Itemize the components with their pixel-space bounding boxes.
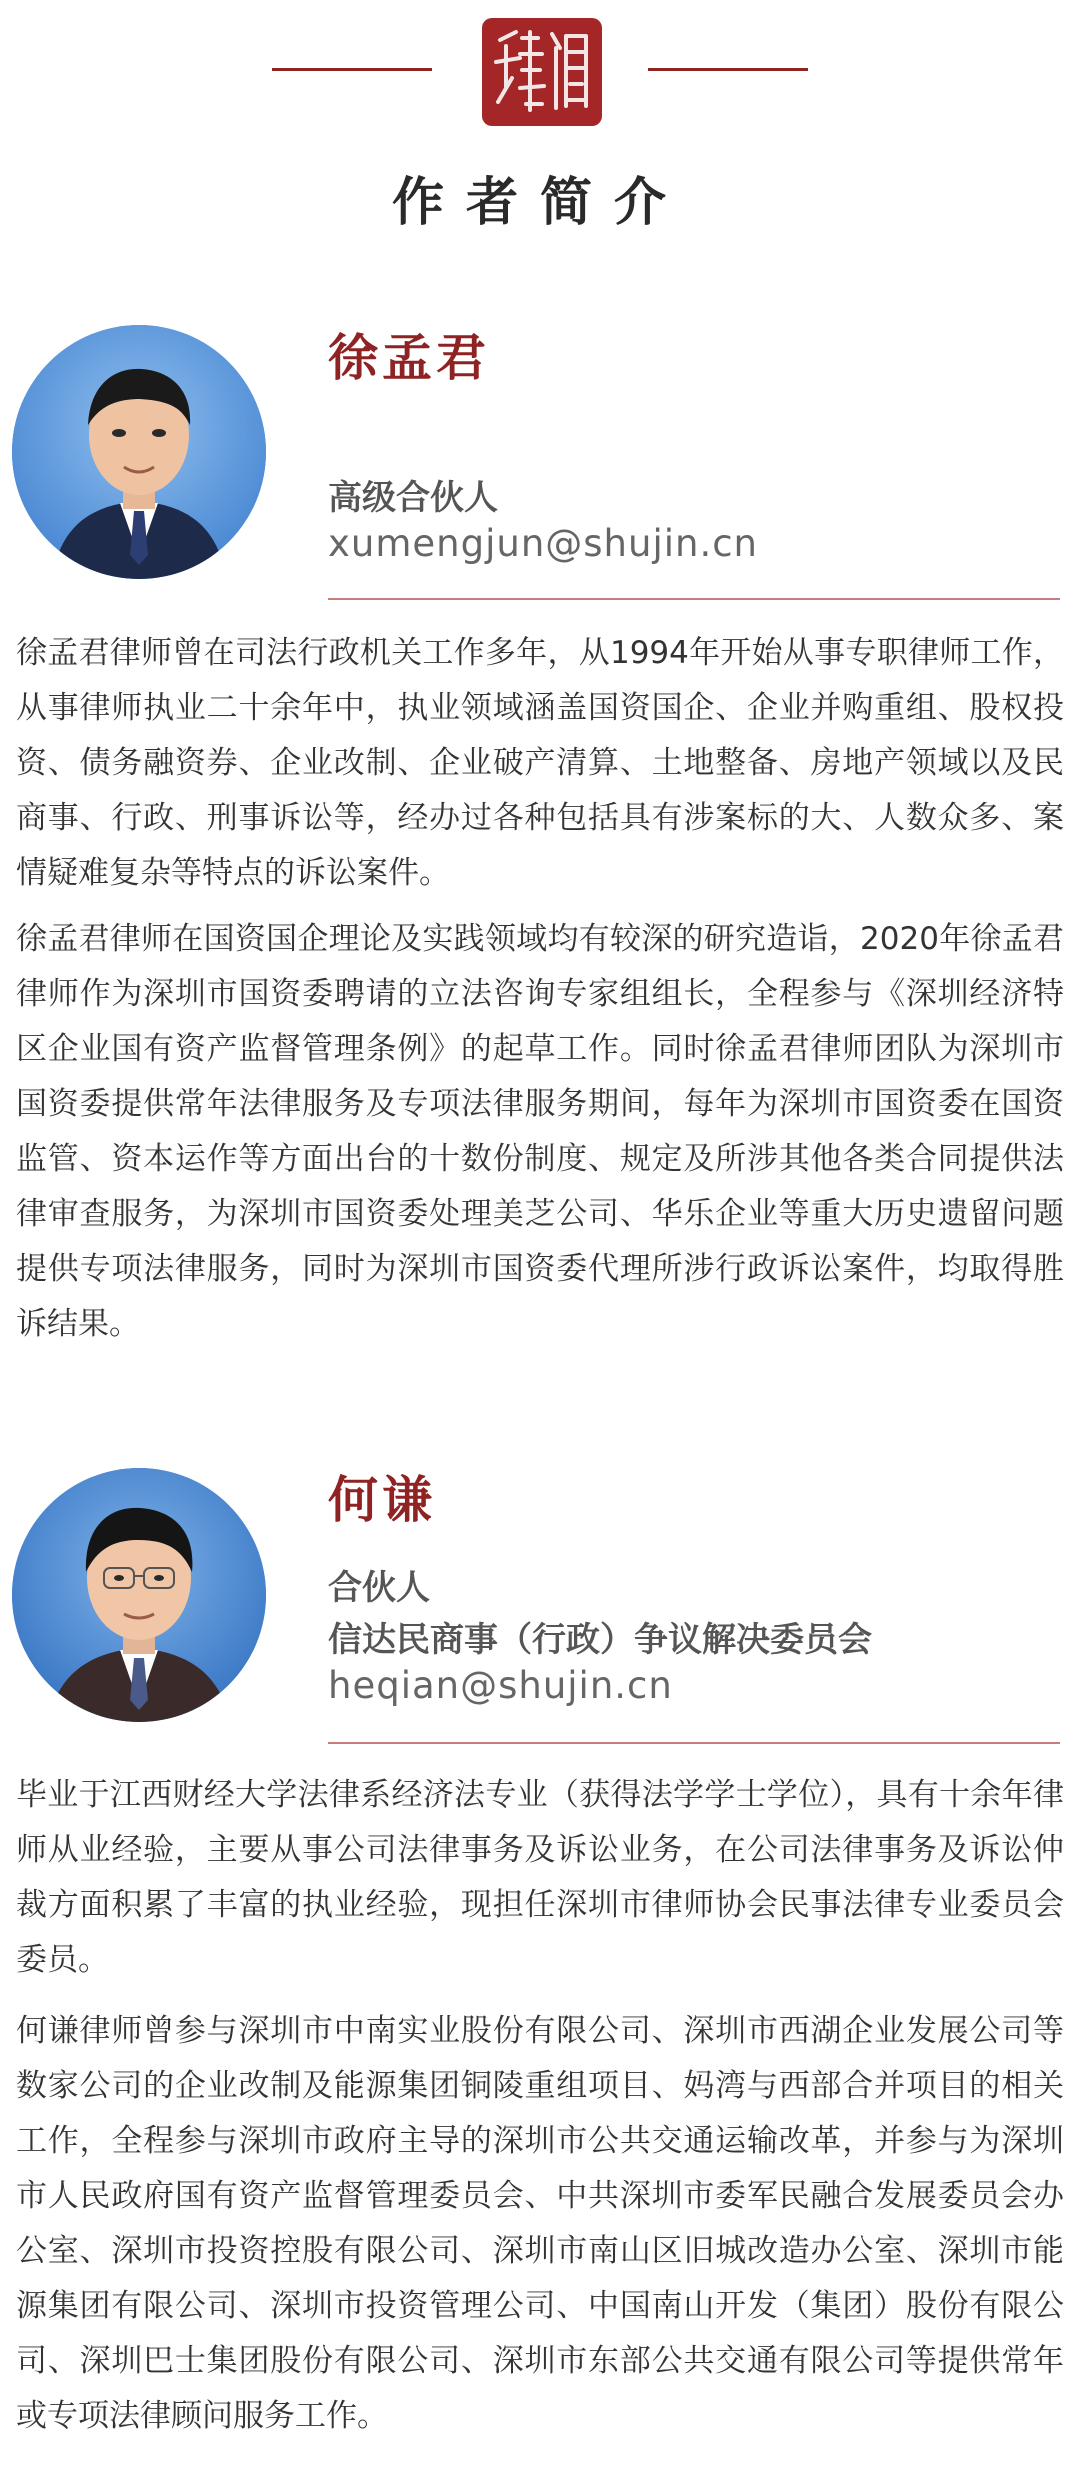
author-committee: 信达民商事（行政）争议解决委员会 (328, 1620, 872, 1660)
page-header (0, 0, 1080, 260)
header-rule-left (272, 68, 432, 71)
author-email[interactable]: heqian@shujin.cn (328, 1664, 673, 1707)
avatar (12, 325, 266, 579)
seal-stamp-icon (482, 18, 602, 126)
author-name: 何谦 (328, 1470, 436, 1529)
header-rule-right (648, 68, 808, 71)
page-title: 作者简介 (391, 172, 688, 233)
profile-divider (328, 1742, 1060, 1744)
author-name: 徐孟君 (328, 328, 490, 387)
profile-divider (328, 598, 1060, 600)
bio-paragraph: 徐孟君律师在国资国企理论及实践领域均有较深的研究造诣，2020年徐孟君律师作为深圳市国资委聘请的立法咨询专家组组长，全程参与《深圳经济特区企业国有资产监督管理条例》的起草工作。同时徐孟君律师团队为深圳市国资委提供常年法律服务及专项法律服务期间，每年为深圳市国资委在国资监管、资本运作等方面出台的十数份制度、规定及所涉其他各类合同提供法律审查服务，为深圳市国资委处理美芝公司、华乐企业等重大历史遗留问题提供专项法律服务，同时为深圳市国资委代理所涉行政诉讼案件，均取得胜诉结果。 (16, 921, 1064, 1342)
bio-paragraph: 何谦律师曾参与深圳市中南实业股份有限公司、深圳市西湖企业发展公司等数家公司的企业改制及能源集团铜陵重组项目、妈湾与西部合并项目的相关工作，全程参与深圳市政府主导的深圳市公共交通运输改革，并参与为深圳市人民政府国有资产监督管理委员会、中共深圳市委军民融合发展委员会办公室、深圳市投资控股有限公司、深圳市南山区旧城改造办公室、深圳市能源集团有限公司、深圳市投资管理公司、中国南山开发（集团）股份有限公司、深圳巴士集团股份有限公司、深圳市东部公共交通有限公司等提供常年或专项法律顾问服务工作。 (16, 2013, 1064, 2434)
author-role: 合伙人 (328, 1568, 430, 1608)
author-email[interactable]: xumengjun@shujin.cn (328, 522, 759, 565)
author-role: 高级合伙人 (328, 478, 498, 518)
bio-paragraph: 徐孟君律师曾在司法行政机关工作多年，从1994年开始从事专职律师工作，从事律师执业二十余年中，执业领域涵盖国资国企、企业并购重组、股权投资、债务融资券、企业改制、企业破产清算、土地整备、房地产领域以及民商事、行政、刑事诉讼等，经办过各种包括具有涉案标的大、人数众多、案情疑难复杂等特点的诉讼案件。 (16, 635, 1064, 891)
avatar (12, 1468, 266, 1722)
bio-paragraph: 毕业于江西财经大学法律系经济法专业（获得法学学士学位），具有十余年律师从业经验，主要从事公司法律事务及诉讼业务，在公司法律事务及诉讼仲裁方面积累了丰富的执业经验，现担任深圳市律师协会民事法律专业委员会委员。 (16, 1777, 1064, 1978)
